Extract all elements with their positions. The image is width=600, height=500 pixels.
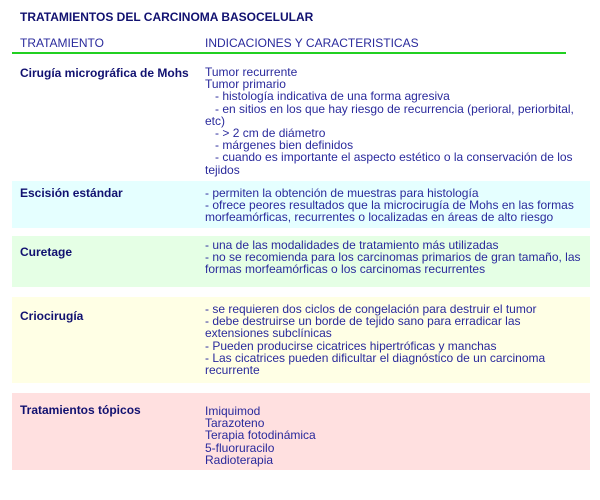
treatment-row-topicos xyxy=(12,393,590,470)
treatment-label: Cirugía micrográfica de Mohs xyxy=(20,66,189,80)
description-line: - no se recomienda para los carcinomas primarios de gran tamaño, las formas morfeamórficas o los carcinomas recurrentes xyxy=(205,250,584,277)
treatment-row-escision xyxy=(12,181,590,228)
description-line: - Pueden producirse cicatrices hipertróficas y manchas xyxy=(205,338,497,353)
treatment-row-criocirugia xyxy=(12,297,590,383)
description-line: Tarazoteno xyxy=(205,416,265,431)
description-line: - una de las modalidades de tratamiento más utilizadas xyxy=(205,238,499,252)
description-line: 5-fluoruracilo xyxy=(205,440,275,455)
treatment-row-curetage xyxy=(12,236,590,287)
treatment-description xyxy=(205,303,583,376)
description-line: Imiquimod xyxy=(205,404,261,418)
treatment-row-mohs xyxy=(12,56,590,177)
treatment-label: Curetage xyxy=(20,245,73,259)
treatment-description xyxy=(205,405,583,466)
column-header-treatment: TRATAMIENTO xyxy=(20,36,104,50)
treatment-label: Criocirugía xyxy=(20,309,84,323)
description-line: - > 2 cm de diámetro xyxy=(205,126,326,141)
description-line: - debe destruirse un borde de tejido sano para erradicar las extensiones subclínicas xyxy=(205,314,524,341)
description-line: - se requieren dos ciclos de congelación para destruir el tumor xyxy=(205,302,537,316)
description-line: Terapia fotodinámica xyxy=(205,428,316,443)
treatment-description xyxy=(205,66,583,176)
description-line: - histología indicativa de una forma agresiva xyxy=(205,89,450,104)
page-title: TRATAMIENTOS DEL CARCINOMA BASOCELULAR xyxy=(20,10,314,24)
header-divider xyxy=(12,52,566,54)
description-line: - márgenes bien definidos xyxy=(205,138,354,153)
treatment-label: Tratamientos tópicos xyxy=(20,403,141,417)
description-line: - Las cicatrices pueden dificultar el diagnóstico de un carcinoma recurrente xyxy=(205,350,549,378)
description-line: Tumor primario xyxy=(205,77,286,92)
column-header-indications: INDICACIONES Y CARACTERISTICAS xyxy=(205,36,419,50)
treatment-description xyxy=(205,187,583,224)
description-line: - ofrece peores resultados que la microcirugía de Mohs en las formas morfeamórficas, recurrentes o localizadas en áreas de alto riesgo xyxy=(205,198,578,225)
description-line: - cuando es importante el aspecto estético o la conservación de los tejidos xyxy=(205,150,576,177)
treatment-label: Escisión estándar xyxy=(20,186,123,200)
description-line: Tumor recurrente xyxy=(205,65,298,79)
description-line: - en sitios en los que hay riesgo de recurrencia (perioral, periorbital, etc) xyxy=(205,101,578,128)
description-line: Radioterapia xyxy=(205,452,274,467)
description-line: - permiten la obtención de muestras para histología xyxy=(205,186,479,200)
treatment-description xyxy=(205,239,583,276)
